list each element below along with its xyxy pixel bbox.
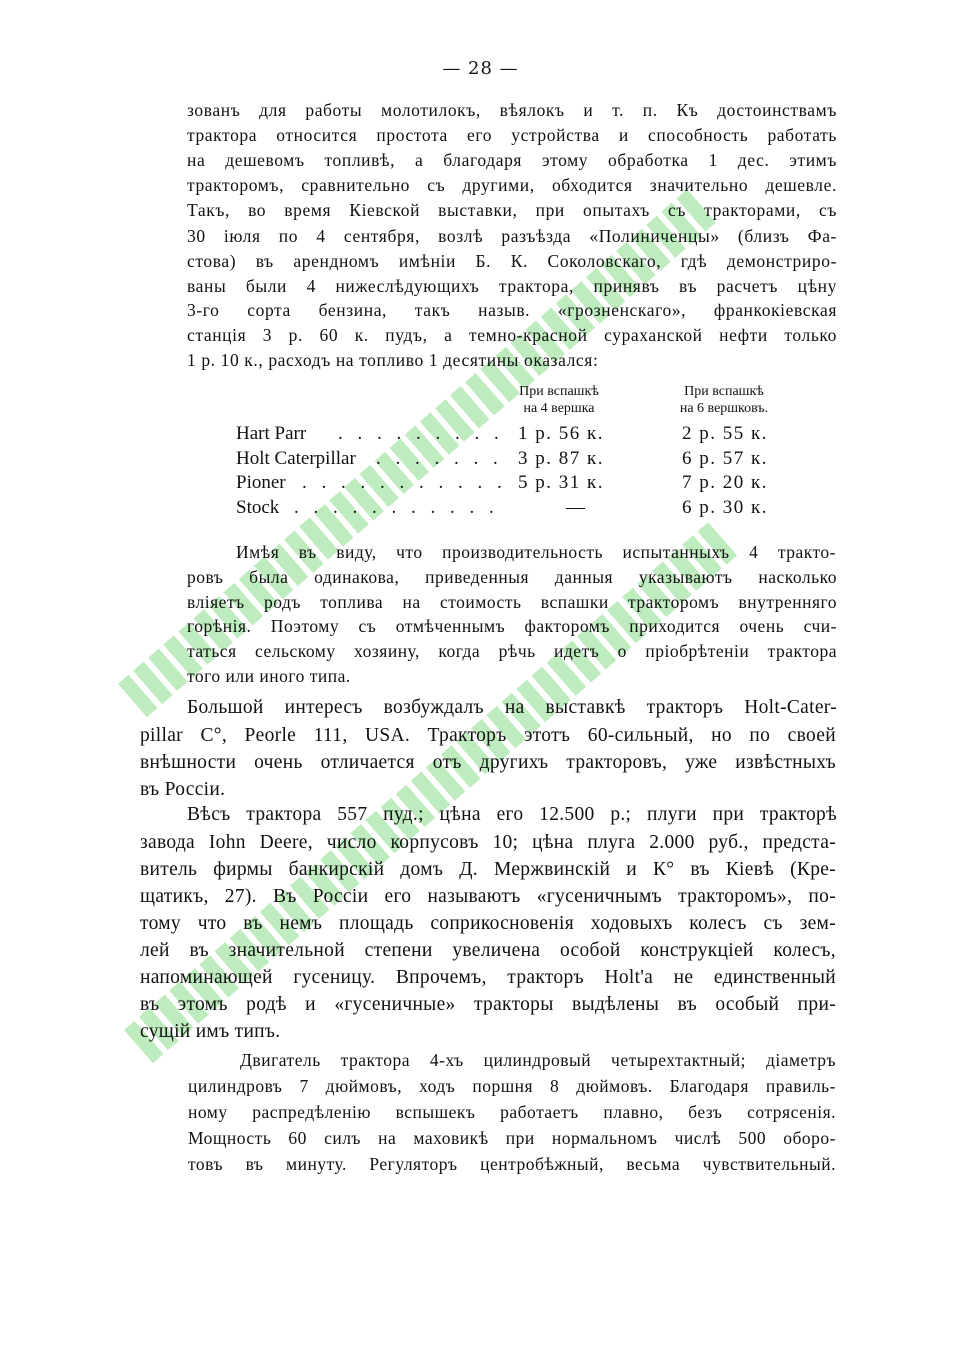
text-line: цилиндровъ 7 дюймовъ, ходъ поршня 8 дюймовъ. Благодаря правиль- (188, 1076, 836, 1096)
text-line: лей въ значительной степени увеличена особой конструкціей колесъ, (140, 940, 836, 961)
text-line: Вѣсъ трактора 557 пуд.; цѣна его 12.500 р.; плуги при тракторѣ (187, 804, 837, 825)
text-line: Такъ, во время Кіевской выставки, при опытахъ съ тракторами, съ (187, 200, 837, 220)
text-line: въ Россіи. (140, 779, 226, 800)
text-line: въ этомъ родѣ и «гусеничные» тракторы выдѣлены въ особый при- (140, 994, 836, 1015)
cost-4-vershka: — (566, 497, 587, 518)
text-line: 3-го сорта бензина, такъ назыв. «грозненскаго», франкокіевская (187, 300, 837, 320)
header-line: При вспашкѣ (519, 384, 599, 399)
text-line: 30 іюля по 4 сентября, возлѣ разъѣзда «Полиниченцы» (близъ Фа- (187, 226, 837, 246)
text-line: сущій имъ типъ. (140, 1021, 281, 1042)
text-line: на дешевомъ топливѣ, а благодаря этому обработка 1 дес. этимъ (187, 150, 837, 170)
leader-dots: . . . . . . . (376, 448, 503, 469)
leader-dots: . . . . . . . . . (338, 423, 504, 444)
text-line: тому что въ немъ площадь соприкосновенія ходовыхъ колесъ съ зем- (140, 913, 836, 934)
cost-4-vershka: 3 р. 87 к. (518, 448, 604, 469)
text-line: товъ въ минуту. Регуляторъ центробѣжный, весьма чувствительный. (188, 1154, 836, 1174)
text-line: щатикъ, 27). Въ Россіи его называютъ «гусеничнымъ тракторомъ», по- (140, 886, 836, 907)
text-line: Большой интересъ возбуждалъ на выставкѣ тракторъ Holt-Cater- (187, 697, 837, 718)
cost-6-vershkov: 6 р. 57 к. (682, 448, 768, 469)
cost-6-vershkov: 2 р. 55 к. (682, 423, 768, 444)
text-line: тракторомъ, сравнительно съ другими, обходится значительно дешевле. (187, 175, 837, 195)
text-line: трактора относится простота его устройства и способность работать (187, 125, 837, 145)
header-line: на 6 вершковъ. (679, 401, 769, 416)
table-header-4-vershka (494, 383, 624, 417)
leader-dots: . . . . . . . . . . . (294, 497, 499, 518)
cost-4-vershka: 5 р. 31 к. (518, 472, 604, 493)
leader-dots: . . . . . . . . . . . (302, 472, 507, 493)
cost-4-vershka: 1 р. 56 к. (518, 423, 604, 444)
header-line: При вспашкѣ (684, 384, 764, 399)
text-line: станція 3 р. 60 к. пудъ, а темно-красной сураханской нефти только (187, 325, 837, 345)
header-line: на 4 вершка (523, 401, 595, 416)
tractor-name: Holt Caterpillar (236, 448, 356, 469)
text-line: ровъ была одинакова, приведенныя данныя указываютъ насколько (187, 567, 837, 587)
text-line: ному распредѣленію вспышекъ работаетъ плавно, безъ сотрясенія. (188, 1102, 836, 1122)
text-line: Имѣя въ виду, что производительность испытанныхъ 4 тракто- (236, 542, 836, 562)
page-number: — 28 — (442, 58, 519, 79)
table-header-6-vershkov (656, 383, 792, 417)
text-line: таться сельскому хозяину, когда рѣчь идетъ о пріобрѣтеніи трактора (187, 641, 837, 661)
text-line: внѣшности очень отличается отъ другихъ тракторовъ, уже извѣстныхъ (140, 752, 836, 773)
text-line: зованъ для работы молотилокъ, вѣялокъ и т. п. Къ достоинствамъ (187, 100, 837, 120)
text-line: завода Iohn Deere, число корпусовъ 10; цѣна плуга 2.000 руб., предста- (140, 832, 836, 853)
tractor-name: Stock (236, 497, 280, 518)
text-line: напоминающей гусеницу. Впрочемъ, тракторъ Holt'а не единственный (140, 967, 836, 988)
text-line: витель фирмы банкирскій домъ Д. Мержвинскій и К° въ Кіевѣ (Кре- (140, 859, 836, 880)
text-line: Двигатель трактора 4-хъ цилиндровый четырехтактный; діаметръ (240, 1050, 836, 1070)
text-line: того или иного типа. (187, 666, 351, 686)
text-line: вліяетъ родъ топлива на стоимость вспашки тракторомъ внутренняго (187, 592, 837, 612)
tractor-name: Pioner (236, 472, 286, 493)
tractor-name: Hart Parr (236, 423, 307, 444)
text-line: ваны были 4 нижеслѣдующихъ трактора, принявъ въ расчетъ цѣну (187, 276, 837, 296)
cost-6-vershkov: 6 р. 30 к. (682, 497, 768, 518)
text-line: горѣнія. Поэтому съ отмѣченнымъ факторомъ приходится очень счи- (187, 616, 837, 636)
text-line: Мощность 60 силъ на маховикѣ при нормальномъ числѣ 500 оборо- (188, 1128, 836, 1148)
text-line: стова) въ арендномъ имѣніи Б. К. Соколовскаго, гдѣ демонстриро- (187, 251, 837, 271)
cost-6-vershkov: 7 р. 20 к. (682, 472, 768, 493)
text-line: pillar C°, Peorle 111, USA. Тракторъ этотъ 60-сильный, но по своей (140, 725, 836, 746)
text-line: 1 р. 10 к., расходъ на топливо 1 десятины оказался: (187, 350, 599, 370)
